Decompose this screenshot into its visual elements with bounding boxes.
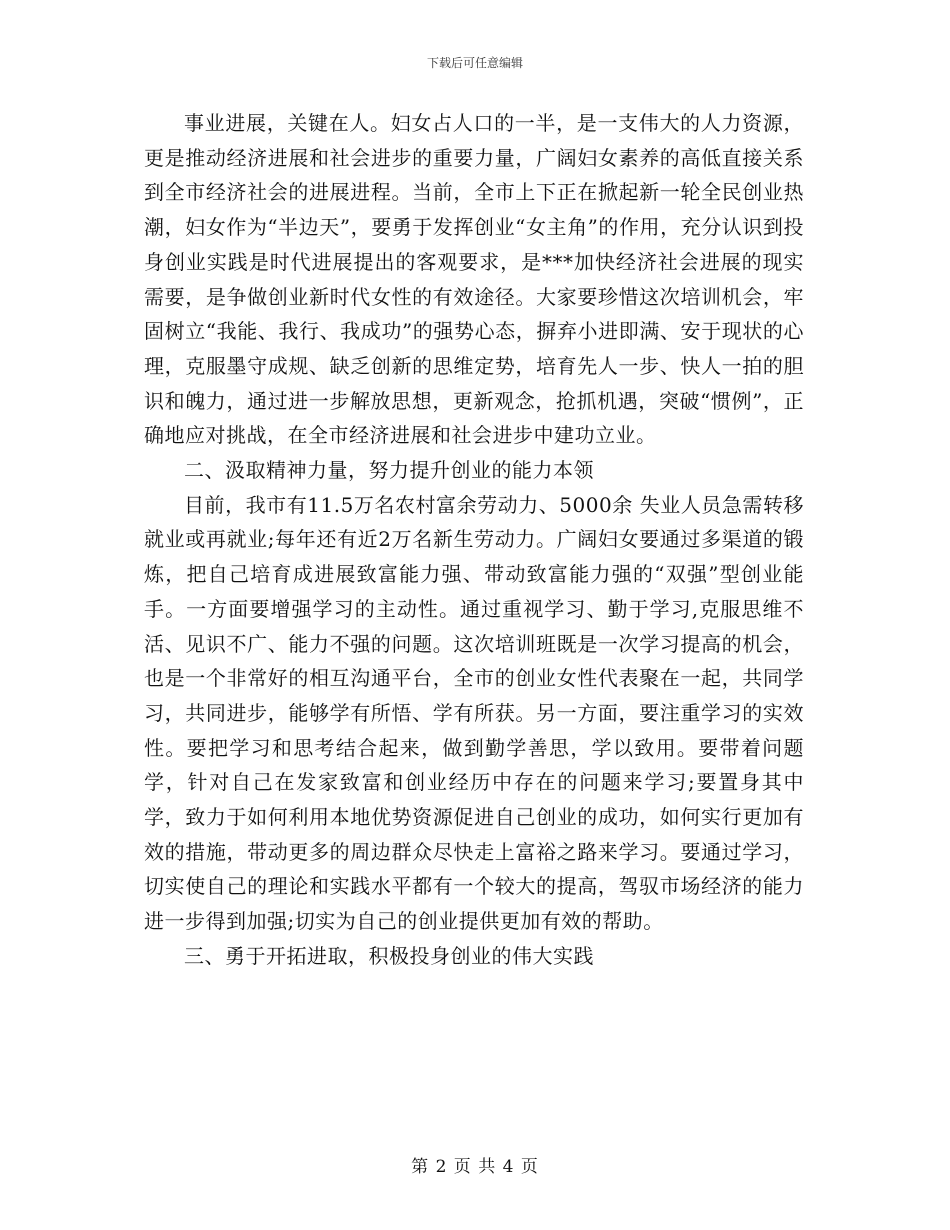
- document-body: [144, 106, 804, 974]
- section-heading-2: 二、汲取精神力量，努力提升创业的能力本领: [184, 458, 594, 483]
- page-header: 下载后可任意编辑: [426, 56, 523, 70]
- paragraph-section-2: 目前，我市有11.5万名农村富余劳动力、5000余 失业人员急需转移就业或再就业;每年还有近2万名新生劳动力。广阔妇女要通过多渠道的锻炼，把自己培育成进展致富能力强、带动致富能力强的“双强”型创业能手。一方面要增强学习的主动性。通过重视学习、勤于学习,克服思维不活、见识不广、能力不强的问题。这次培训班既是一次学习提高的机会，也是一个非常好的相互沟通平台，全市的创业女性代表聚在一起，共同学习，共同进步，能够学有所悟、学有所获。另一方面，要注重学习的实效性。要把学习和思考结合起来，做到勤学善思，学以致用。要带着问题学，针对自己在发家致富和创业经历中存在的问题来学习;要置身其中学，致力于如何利用本地优势资源促进自己创业的成功，如何实行更加有效的措施，带动更多的周边群众尽快走上富裕之路来学习。要通过学习，切实使自己的理论和实践水平都有一个较大的提高，驾驭市场经济的能力进一步得到加强;切实为自己的创业提供更加有效的帮助。: [144, 492, 804, 934]
- paragraph-intro: 事业进展，关键在人。妇女占人口的一半，是一支伟大的人力资源，更是推动经济进展和社会进步的重要力量，广阔妇女素养的高低直接关系到全市经济社会的进展进程。当前，全市上下正在掀起新一轮全民创业热潮，妇女作为“半边天”，要勇于发挥创业“女主角”的作用，充分认识到投身创业实践是时代进展提出的客观要求，是***加快经济社会进展的现实需要，是争做创业新时代女性的有效途径。大家要珍惜这次培训机会，牢固树立“我能、我行、我成功”的强势心态，摒弃小进即满、安于现状的心理，克服墨守成规、缺乏创新的思维定势，培育先人一步、快人一拍的胆识和魄力，通过进一步解放思想，更新观念，抢抓机遇，突破“惯例”，正确地应对挑战，在全市经济进展和社会进步中建功立业。: [144, 111, 804, 448]
- page-footer: 第 2 页 共 4 页: [411, 1157, 539, 1177]
- section-heading-3: 三、勇于开拓进取，积极投身创业的伟大实践: [184, 943, 594, 968]
